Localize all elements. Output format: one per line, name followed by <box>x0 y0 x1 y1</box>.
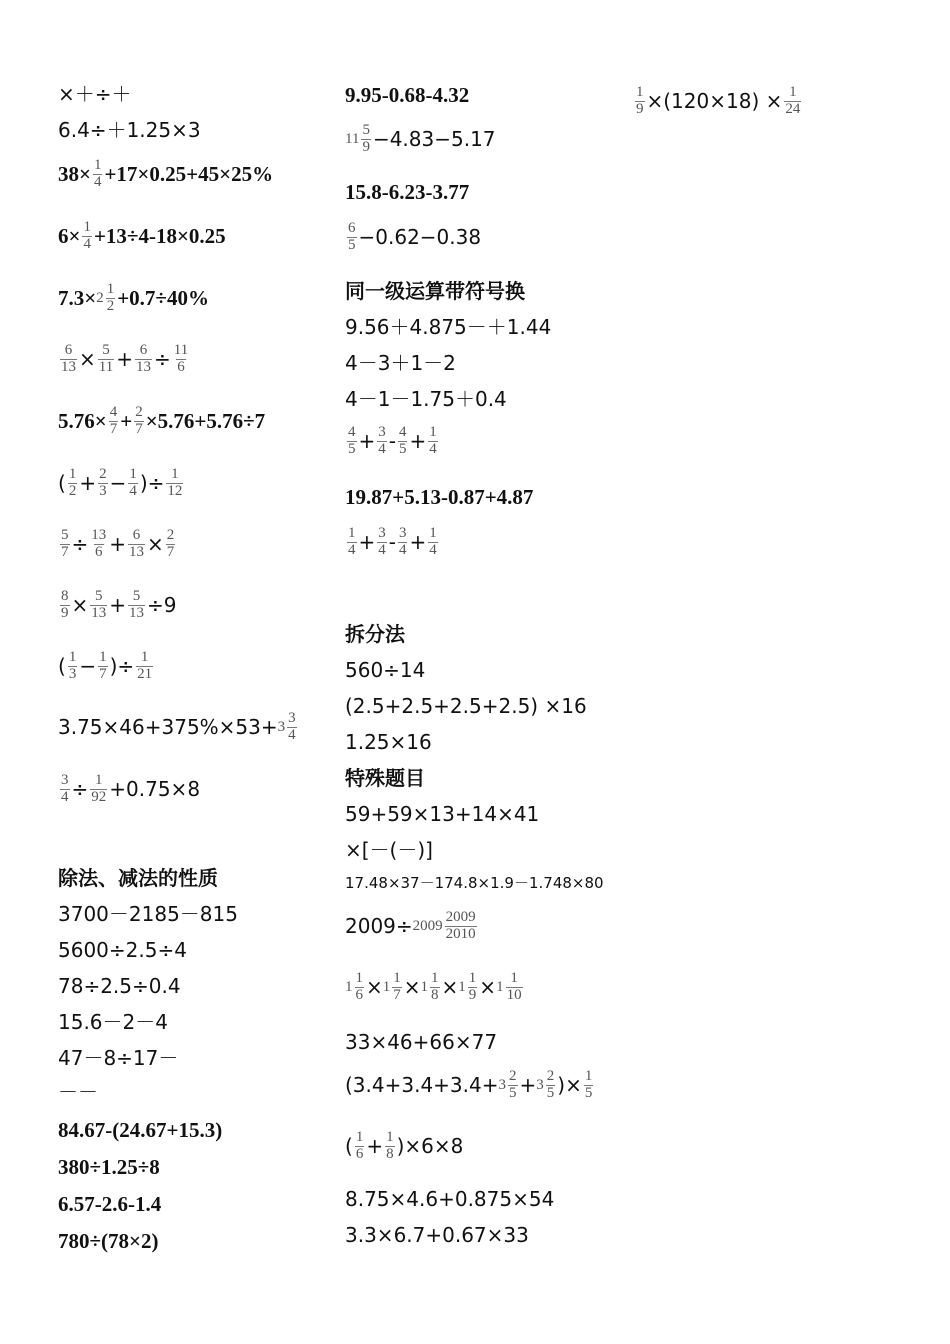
expression-text: 84.67-(24.67+15.3) <box>58 1117 223 1142</box>
section-heading <box>58 866 218 888</box>
expression-line <box>633 85 803 118</box>
fraction-numerator: 1 <box>83 219 91 235</box>
fraction-numerator: 1 <box>355 970 363 986</box>
fraction-denominator: 2010 <box>445 925 476 942</box>
fraction-numerator: 3 <box>378 424 386 440</box>
fraction <box>428 526 438 559</box>
expression-line <box>58 1229 158 1252</box>
expression-text: 38× <box>58 161 91 186</box>
fraction-denominator: 4 <box>429 440 437 457</box>
expression-line <box>345 1130 463 1163</box>
fraction-denominator: 3 <box>68 665 77 682</box>
expression-text: 7.3× <box>58 285 97 310</box>
fraction-denominator: 6 <box>355 986 363 1003</box>
expression-text: 3.3×6.7+0.67×33 <box>345 1222 529 1247</box>
expression-text: 拆分法 <box>345 621 405 646</box>
fraction-numerator: 1 <box>431 970 439 986</box>
expression-text: 9.95-0.68-4.32 <box>345 82 470 107</box>
expression-text: + <box>409 530 427 555</box>
fraction-numerator: 1 <box>393 970 401 986</box>
fraction-numerator: 2 <box>509 1068 517 1084</box>
expression-line <box>345 485 533 508</box>
fraction-denominator: 13 <box>61 358 76 375</box>
fraction-numerator: 1 <box>140 649 149 665</box>
expression-text: 6.4÷＋1.25×3 <box>58 117 201 142</box>
expression-text: + <box>79 471 97 496</box>
expression-line <box>58 773 200 806</box>
fraction <box>128 467 138 500</box>
fraction <box>398 425 408 458</box>
fraction-numerator: 1 <box>93 157 102 173</box>
fraction <box>68 650 78 683</box>
expression-text: 1.25×16 <box>345 729 432 754</box>
fraction-numerator: 3 <box>378 525 386 541</box>
expression-line <box>58 528 177 561</box>
expression-text: + <box>519 1073 537 1098</box>
fraction-numerator: 4 <box>398 424 407 440</box>
fraction-numerator: 1 <box>468 970 477 986</box>
fraction-numerator: 1 <box>789 84 797 100</box>
expression-text: - <box>388 429 396 454</box>
expression-line <box>58 1010 168 1032</box>
fraction-denominator: 4 <box>378 541 386 558</box>
fraction-denominator: 2 <box>68 482 77 499</box>
expression-line <box>58 1118 222 1141</box>
fraction-denominator: 9 <box>636 100 644 117</box>
fraction-numerator: 1 <box>68 466 77 482</box>
fraction-denominator: 9 <box>468 986 477 1003</box>
expression-line <box>345 730 432 752</box>
expression-text: ÷9 <box>147 593 177 618</box>
expression-line <box>58 118 201 140</box>
expression-line <box>345 876 604 891</box>
fraction-numerator: 2 <box>166 527 175 543</box>
fraction-denominator: 7 <box>99 665 107 682</box>
expression-line <box>345 180 469 203</box>
expression-text: 9.56＋4.875－＋1.44 <box>345 314 552 339</box>
fraction-numerator: 5 <box>95 588 103 604</box>
fraction <box>98 467 108 500</box>
expression-line <box>58 1046 178 1068</box>
expression-line <box>345 387 507 409</box>
fraction <box>468 971 478 1004</box>
expression-text: + <box>358 429 376 454</box>
mixed-number-whole: 3 <box>498 1076 506 1093</box>
fraction-numerator: 8 <box>61 588 69 604</box>
expression-line <box>345 123 496 156</box>
fraction-denominator: 5 <box>348 236 356 253</box>
expression-text: 78÷2.5÷0.4 <box>58 973 181 998</box>
fraction <box>508 1069 518 1102</box>
fraction-numerator: 13 <box>91 527 107 543</box>
fraction-denominator: 10 <box>506 986 522 1003</box>
fraction-numerator: 1 <box>348 525 356 541</box>
expression-text: 3700－2185－815 <box>58 901 238 926</box>
fraction-numerator: 1 <box>386 1129 394 1145</box>
fraction <box>90 589 107 622</box>
fraction-numerator: 1 <box>68 649 77 665</box>
expression-text: ÷ <box>153 347 171 372</box>
expression-text: 5600÷2.5÷4 <box>58 937 187 962</box>
fraction-denominator: 5 <box>398 440 407 457</box>
expression-text: 47－8÷17－ <box>58 1045 179 1070</box>
fraction-numerator: 6 <box>348 220 356 236</box>
fraction-numerator: 2009 <box>445 909 476 925</box>
fraction <box>377 526 387 559</box>
expression-text: + <box>109 593 127 618</box>
fraction <box>347 526 357 559</box>
mixed-number-whole: 3 <box>536 1076 544 1093</box>
mixed-number-whole: 1 <box>458 978 466 995</box>
fraction <box>60 343 77 376</box>
fraction <box>60 589 70 622</box>
fraction <box>82 220 92 253</box>
fraction <box>635 85 645 118</box>
expression-line <box>58 343 191 376</box>
mixed-number-whole: 11 <box>345 130 360 147</box>
fraction <box>361 123 371 156</box>
expression-text: 15.8-6.23-3.77 <box>345 179 470 204</box>
fraction-denominator: 9 <box>362 138 370 155</box>
expression-text: 3.75×46+375%×53+ <box>58 715 278 740</box>
fraction-numerator: 3 <box>398 525 407 541</box>
section-heading <box>345 622 405 644</box>
fraction <box>68 467 78 500</box>
fraction-numerator: 2 <box>135 404 143 420</box>
fraction <box>60 773 70 806</box>
expression-text: ×[－(－)] <box>345 837 433 862</box>
fraction <box>287 711 297 744</box>
fraction-denominator: 7 <box>109 420 118 437</box>
fraction-denominator: 92 <box>91 788 107 805</box>
expression-text: + <box>358 530 376 555</box>
fraction-denominator: 5 <box>509 1084 517 1101</box>
expression-text: )÷ <box>109 654 135 679</box>
fraction-numerator: 2 <box>99 466 107 482</box>
fraction <box>428 425 438 458</box>
expression-text: )×6×8 <box>396 1134 464 1159</box>
expression-text: ×5.76+5.76÷7 <box>145 408 266 433</box>
fraction-numerator: 1 <box>106 281 115 297</box>
fraction-numerator: 5 <box>362 122 370 138</box>
fraction-numerator: 5 <box>61 527 69 543</box>
fraction-numerator: 4 <box>109 404 118 420</box>
fraction-numerator: 5 <box>132 588 141 604</box>
fraction-denominator: 11 <box>98 358 114 375</box>
fraction-numerator: 4 <box>348 424 356 440</box>
expression-text: +0.75×8 <box>109 777 201 802</box>
expression-line <box>345 1187 554 1209</box>
expression-line <box>345 425 440 458</box>
fraction-numerator: 1 <box>355 1129 364 1145</box>
expression-text: (3.4+3.4+3.4+ <box>345 1073 499 1098</box>
fraction-denominator: 4 <box>61 788 69 805</box>
fraction-numerator: 1 <box>636 84 644 100</box>
fraction-numerator: 6 <box>132 527 141 543</box>
expression-text: )× <box>557 1073 582 1098</box>
expression-line <box>345 971 525 1004</box>
fraction-denominator: 13 <box>135 358 151 375</box>
fraction-numerator: 1 <box>129 466 137 482</box>
expression-line <box>345 83 469 106</box>
expression-text: × <box>147 532 164 557</box>
expression-text: +17×0.25+45×25% <box>104 161 274 186</box>
expression-text: 59+59×13+14×41 <box>345 801 540 826</box>
mixed-number-whole: 1 <box>420 978 429 995</box>
fraction <box>430 971 440 1004</box>
expression-line <box>58 974 181 996</box>
fraction-denominator: 8 <box>431 986 439 1003</box>
expression-text: ÷ <box>71 532 89 557</box>
expression-text: ×＋÷＋ <box>58 81 132 106</box>
fraction <box>392 971 402 1004</box>
fraction <box>128 589 145 622</box>
expression-text: 4－1－1.75＋0.4 <box>345 386 507 411</box>
fraction <box>166 528 176 561</box>
expression-text: 33×46+66×77 <box>345 1029 498 1054</box>
expression-text: 5.76× <box>58 408 107 433</box>
expression-text: × <box>71 593 89 618</box>
fraction-denominator: 5 <box>584 1084 593 1101</box>
fraction-denominator: 8 <box>386 1145 394 1162</box>
fraction <box>136 650 153 683</box>
expression-text: 同一级运算带符号换 <box>345 278 525 303</box>
mixed-number-whole: 3 <box>277 718 286 735</box>
expression-line <box>58 1155 160 1178</box>
fraction-numerator: 6 <box>139 342 148 358</box>
fraction <box>347 425 357 458</box>
section-heading <box>345 279 525 301</box>
fraction <box>546 1069 556 1102</box>
expression-line <box>58 711 299 744</box>
mixed-number-whole: 2009 <box>412 917 443 934</box>
fraction-denominator: 9 <box>61 604 69 621</box>
mixed-number-whole: 1 <box>382 978 391 995</box>
fraction <box>398 526 408 559</box>
fraction-numerator: 1 <box>171 466 179 482</box>
fraction-numerator: 1 <box>95 772 103 788</box>
fraction-numerator: 6 <box>64 342 73 358</box>
expression-line <box>58 82 132 104</box>
fraction-denominator: 5 <box>348 440 356 457</box>
expression-text: × <box>403 975 421 1000</box>
fraction-denominator: 7 <box>393 986 401 1003</box>
expression-line <box>58 282 209 315</box>
fraction-denominator: 6 <box>355 1145 364 1162</box>
fraction-denominator: 13 <box>91 604 107 621</box>
expression-text: + <box>109 532 127 557</box>
fraction-numerator: 3 <box>61 772 69 788</box>
expression-text: + <box>409 429 427 454</box>
expression-text: × <box>366 975 383 1000</box>
expression-line <box>345 910 479 943</box>
expression-line <box>345 221 481 254</box>
expression-text: × <box>441 975 459 1000</box>
fraction-numerator: 1 <box>510 970 518 986</box>
expression-line <box>58 467 185 500</box>
fraction-denominator: 7 <box>61 543 69 560</box>
expression-text: × <box>479 975 497 1000</box>
expression-text: −0.62−0.38 <box>358 225 482 250</box>
fraction <box>506 971 523 1004</box>
fraction <box>355 971 365 1004</box>
expression-line <box>345 526 440 559</box>
expression-text: − <box>79 654 97 679</box>
fraction <box>90 528 107 561</box>
expression-text: +13÷4-18×0.25 <box>93 223 226 248</box>
expression-text: 380÷1.25÷8 <box>58 1154 160 1179</box>
fraction <box>166 467 183 500</box>
expression-line <box>58 938 187 960</box>
expression-line <box>58 589 177 622</box>
expression-line <box>345 802 539 824</box>
fraction-numerator: 1 <box>429 424 437 440</box>
expression-text: 6.57-2.6-1.4 <box>58 1191 162 1216</box>
fraction-denominator: 4 <box>83 235 91 252</box>
fraction-denominator: 4 <box>93 173 102 190</box>
fraction <box>385 1130 395 1163</box>
expression-line <box>58 220 226 253</box>
expression-text: - <box>388 530 396 555</box>
expression-line <box>345 315 551 337</box>
fraction <box>106 282 116 315</box>
fraction <box>135 343 152 376</box>
fraction-denominator: 2 <box>106 297 115 314</box>
expression-text: ( <box>345 1134 353 1159</box>
fraction <box>90 773 107 806</box>
expression-text: )÷ <box>139 471 165 496</box>
fraction-numerator: 2 <box>546 1068 555 1084</box>
expression-text: －－ <box>58 1079 98 1104</box>
fraction-numerator: 1 <box>99 649 107 665</box>
expression-text: ×(120×18) × <box>646 89 783 114</box>
fraction <box>109 405 119 438</box>
fraction-numerator: 1 <box>584 1068 593 1084</box>
fraction-denominator: 24 <box>785 100 801 117</box>
fraction-denominator: 4 <box>348 541 356 558</box>
fraction-denominator: 21 <box>137 665 153 682</box>
expression-line <box>58 405 265 438</box>
expression-text: ÷ <box>71 777 89 802</box>
fraction-denominator: 6 <box>95 543 103 560</box>
fraction <box>784 85 801 118</box>
expression-text: ( <box>58 471 66 496</box>
fraction <box>445 910 477 943</box>
fraction <box>355 1130 365 1163</box>
fraction-denominator: 6 <box>177 358 185 375</box>
fraction <box>93 158 103 191</box>
fraction <box>98 343 114 376</box>
fraction-denominator: 3 <box>99 482 107 499</box>
expression-text: 2009÷ <box>345 914 413 939</box>
fraction-denominator: 12 <box>167 482 183 499</box>
mixed-number-whole: 1 <box>496 978 504 995</box>
expression-text: 特殊题目 <box>345 765 425 790</box>
expression-line <box>58 902 238 924</box>
expression-text: 4－3＋1－2 <box>345 350 456 375</box>
fraction-numerator: 1 <box>429 525 437 541</box>
expression-text: + <box>120 408 133 433</box>
expression-text: 6× <box>58 223 81 248</box>
fraction <box>134 405 144 438</box>
expression-line <box>345 351 456 373</box>
fraction <box>60 528 70 561</box>
mixed-number-whole: 2 <box>96 289 104 306</box>
expression-line <box>345 1223 529 1245</box>
fraction-denominator: 13 <box>129 543 145 560</box>
expression-text: ( <box>58 654 66 679</box>
section-heading <box>345 766 425 788</box>
fraction-denominator: 13 <box>129 604 145 621</box>
fraction <box>584 1069 594 1102</box>
expression-text: 19.87+5.13-0.87+4.87 <box>345 484 534 509</box>
fraction-denominator: 5 <box>546 1084 555 1101</box>
expression-line <box>58 650 155 683</box>
expression-text: 15.6－2－4 <box>58 1009 168 1034</box>
expression-text: −4.83−5.17 <box>372 127 496 152</box>
expression-text: (2.5+2.5+2.5+2.5) ×16 <box>345 693 587 718</box>
expression-text: 除法、减法的性质 <box>58 865 218 890</box>
expression-text: + <box>366 1134 384 1159</box>
expression-text: 560÷14 <box>345 657 426 682</box>
fraction-denominator: 4 <box>378 440 386 457</box>
expression-text: +0.7÷40% <box>117 285 209 310</box>
fraction <box>347 221 357 254</box>
fraction-denominator: 4 <box>429 541 437 558</box>
fraction-denominator: 7 <box>166 543 175 560</box>
expression-text: 8.75×4.6+0.875×54 <box>345 1186 555 1211</box>
fraction <box>98 650 108 683</box>
fraction-numerator: 5 <box>102 342 110 358</box>
fraction-denominator: 4 <box>129 482 137 499</box>
fraction-denominator: 4 <box>288 726 296 743</box>
fraction <box>173 343 189 376</box>
fraction <box>128 528 145 561</box>
expression-text: 17.48×37－174.8×1.9－1.748×80 <box>345 874 604 892</box>
mixed-number-whole: 1 <box>345 978 353 995</box>
fraction-numerator: 11 <box>173 342 189 358</box>
expression-line <box>345 694 587 716</box>
expression-line <box>58 158 273 191</box>
expression-line <box>58 1192 161 1215</box>
expression-text: − <box>109 471 127 496</box>
fraction <box>377 425 387 458</box>
fraction-denominator: 7 <box>135 420 143 437</box>
fraction-numerator: 3 <box>288 710 296 726</box>
expression-text: × <box>79 347 96 372</box>
expression-line <box>345 1030 497 1052</box>
expression-line <box>58 1080 98 1102</box>
expression-line <box>345 658 425 680</box>
fraction-denominator: 4 <box>398 541 407 558</box>
expression-text: 780÷(78×2) <box>58 1228 159 1253</box>
expression-line <box>345 1069 595 1102</box>
expression-line <box>345 838 433 860</box>
expression-text: + <box>116 347 133 372</box>
